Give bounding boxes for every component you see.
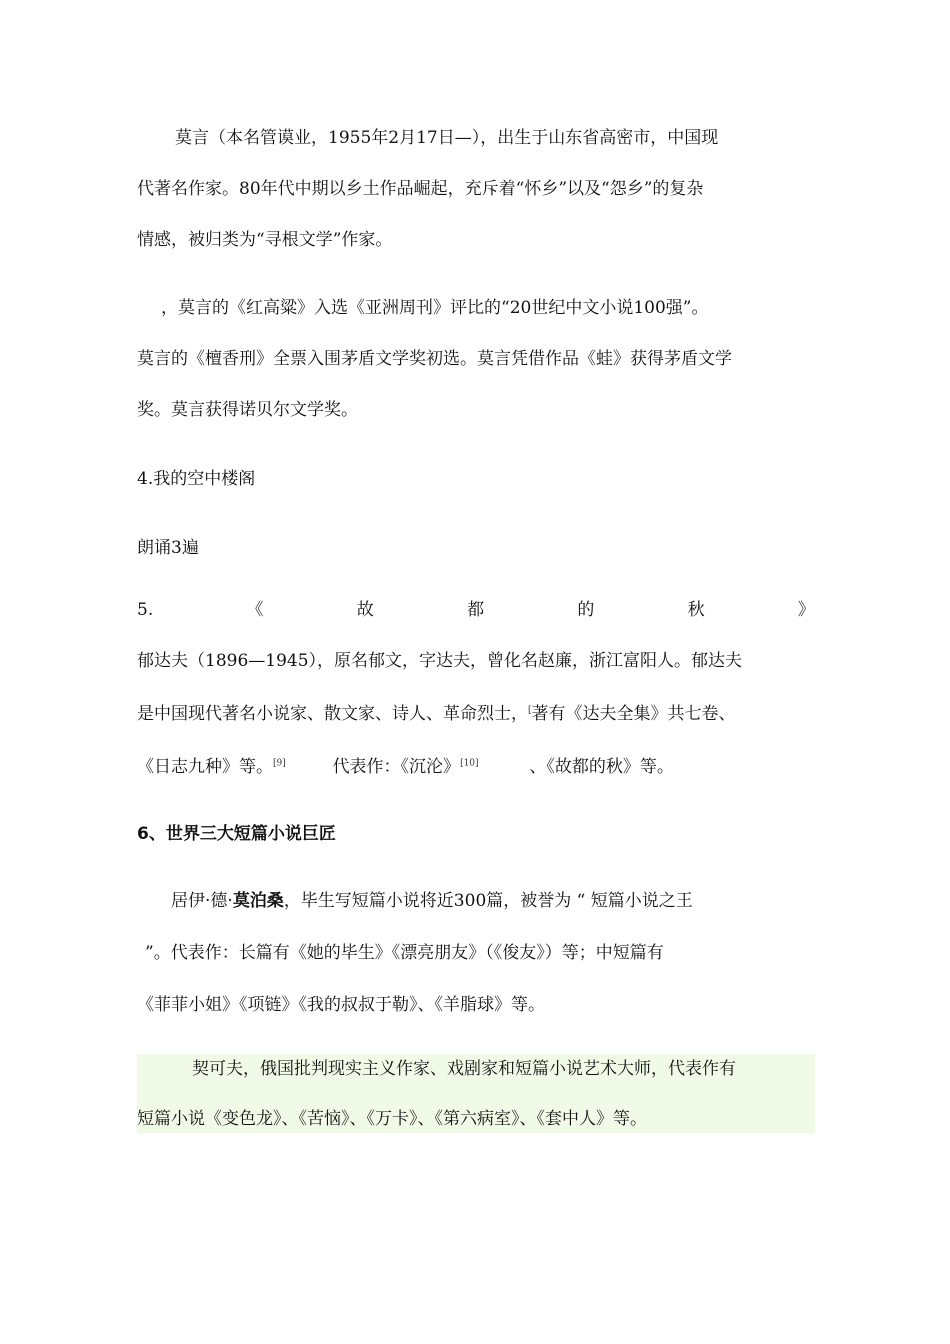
maupassant-name: 莫泊桑 [232, 891, 284, 911]
item5-title-part: 的 [577, 600, 595, 620]
maupassant-prefix: 居伊·德· [171, 891, 233, 911]
item5-line3 [137, 754, 815, 780]
chekhov-line1: 契可夫，俄国批判现实主义作家、戏剧家和短篇小说艺术大师，代表作有 [192, 1059, 736, 1079]
item5-line3-c: 、《故都的秋》等。 [529, 757, 674, 777]
para2-line2: 莫言的《檀香刑》全票入围茅盾文学奖初选。莫言凭借作品《蛙》获得茅盾文学 [137, 349, 732, 369]
item5-title-part: 故 [356, 600, 374, 620]
chekhov-line2: 短篇小说《变色龙》、《苦恼》、《万卡》、《第六病室》、《套中人》等。 [137, 1109, 647, 1129]
item4-title: 4.我的空中楼阁 [137, 469, 256, 489]
para1-line3: 情感，被归类为“寻根文学”作家。 [137, 230, 393, 250]
item5-line2 [137, 701, 815, 727]
item5-title-part: 》 [797, 600, 815, 620]
item5-title-part: 5. [137, 600, 154, 620]
para1-line1: 莫言（本名管谟业，1955年2月17日—），出生于山东省高密市，中国现 [175, 128, 719, 148]
citation-9: [9] [273, 758, 286, 769]
item5-title-part: 秋 [687, 600, 705, 620]
item5-line2-end: 著有《达夫全集》共七卷、 [531, 704, 736, 724]
item5-line1: 郁达夫（1896—1945），原名郁文，字达夫，曾化名赵廉，浙江富阳人。郁达夫 [137, 651, 743, 671]
citation-10: [10] [460, 758, 479, 769]
item5-title [137, 597, 815, 623]
item5-line3-b: 代表作：《沉沦》 [332, 757, 461, 777]
item5-line3-a: 《日志九种》等。 [137, 757, 273, 777]
item5-title-part: 都 [467, 600, 485, 620]
item5-title-part: 《 [246, 600, 264, 620]
para2-line1: ，莫言的《红高粱》入选《亚洲周刊》评比的“20世纪中文小说100强”。 [161, 298, 709, 318]
para2-line3: 奖。莫言获得诺贝尔文学奖。 [137, 400, 358, 420]
maupassant-line2: ”。代表作：长篇有《她的毕生》《漂亮朋友》（《俊友》）等；中短篇有 [145, 943, 664, 963]
item5-line2-text: 是中国现代著名小说家、散文家、诗人、革命烈士， [137, 704, 528, 724]
maupassant-rest: ，毕生写短篇小说将近300篇，被誉为 “ 短篇小说之王 [283, 891, 693, 911]
para1-line2: 代著名作家。80年代中期以乡土作品崛起，充斥着“怀乡”以及“怨乡”的复杂 [137, 179, 704, 199]
maupassant-line1 [137, 888, 815, 914]
recite-note: 朗诵3遍 [137, 538, 199, 558]
section-heading: 6、世界三大短篇小说巨匠 [137, 824, 336, 844]
item5-citation-mark: [ [528, 705, 532, 716]
maupassant-line3: 《菲菲小姐》《项链》《我的叔叔于勒》、《羊脂球》等。 [137, 995, 545, 1015]
